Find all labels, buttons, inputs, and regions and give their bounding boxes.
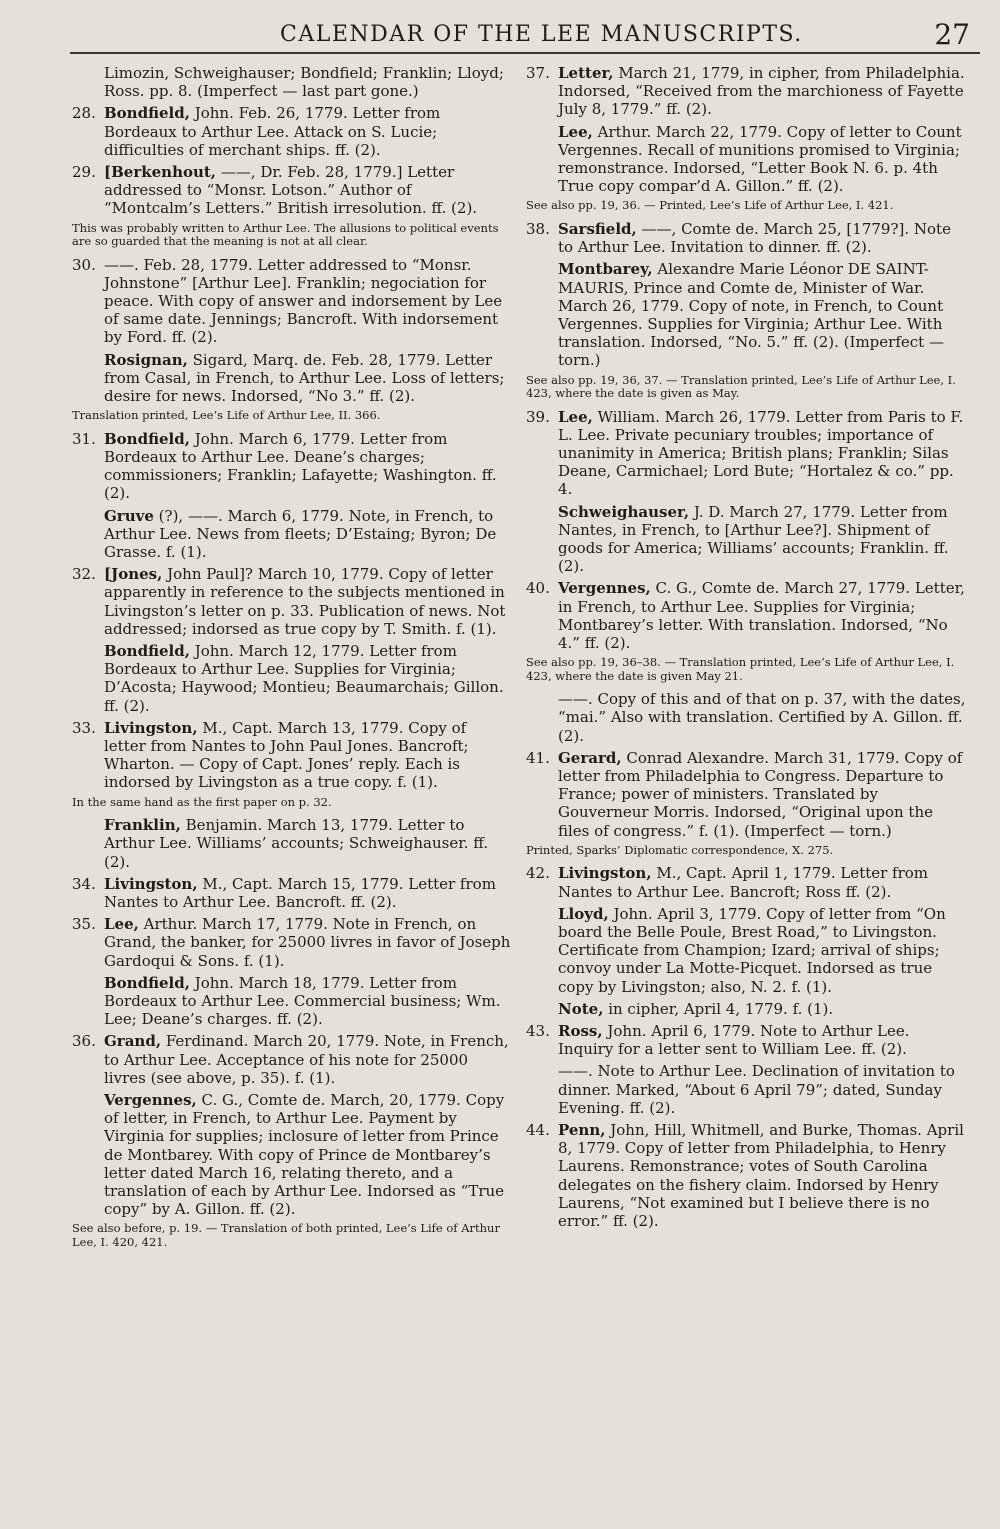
entry-text: William. March 26, 1779. Letter from Paris to F. L. Lee. Private pecuniary troubles; importance of unanimity in America; British plans; Franklin; Silas Deane, Carmichael; Lord Bute; “Hortalez & co.” pp. 4. [558,407,964,499]
entry-text: in cipher, April 4, 1779. f. (1). [608,999,834,1018]
entry-text: (?), ——. March 6, 1779. Note, in French, to Arthur Lee. News from fleets; D’Estaing; Byron; De Grasse. f. (1). [104,506,497,561]
calendar-entry [526,690,966,745]
calendar-entry [72,974,512,1029]
entry-text: ——, Dr. Feb. 28, 1779.] Letter addressed to “Monsr. Lotson.” Author of “Montcalm’s Letters.” British irresolution. ff. (2). [104,163,478,218]
entry-heading: Gruve [104,506,154,525]
calendar-entry [72,816,512,871]
entry-text: John. Feb. 26, 1779. Letter from Bordeaux to Arthur Lee. Attack on S. Lucie; difficulties of merchant ships. ff. (2). [104,104,441,159]
entry-heading: Livingston, [104,718,198,737]
calendar-entry [526,1121,966,1230]
entry-number: 41. [526,748,550,767]
entry-note: See also pp. 19, 36–38. — Translation printed, Lee’s Life of Arthur Lee, I. 423, where the date is given May 21. [526,655,955,683]
entry-note: In the same hand as the first paper on p. 32. [72,794,332,809]
entry-text: C. G., Comte de. March 27, 1779. Letter, in French, to Arthur Lee. Supplies for Virginia; Montbarey’s letter. With translation. Indorsed, “No 4.” ff. (2). [558,579,965,652]
calendar-entry [72,507,512,562]
entry-number: 39. [526,407,550,426]
entry-text: John. March 6, 1779. Letter from Bordeaux to Arthur Lee. Deane’s charges; commissioners; Franklin; Lafayette; Washington. ff. (2). [104,429,497,503]
entry-note: Translation printed, Lee’s Life of Arthur Lee, II. 366. [72,408,381,423]
entry-text: ——. Copy of this and of that on p. 37, with the dates, “mai.” Also with translation. Certified by A. Gillon. ff. (2). [558,690,966,745]
calendar-entry [72,64,512,100]
entry-note: Printed, Sparks’ Diplomatic correspondence, X. 275. [526,842,834,857]
entry-text: John. March 12, 1779. Letter from Bordeaux to Arthur Lee. Supplies for Virginia; D’Acosta; Haywood; Montieu; Beaumarchais; Gillon. ff. (2). [104,641,504,715]
entry-text: ——, Comte de. March 25, [1779?]. Note to Arthur Lee. Invitation to dinner. ff. (2). [558,219,951,257]
calendar-entry [72,875,512,911]
entry-heading: Note, [558,999,604,1018]
entry-text: Sigard, Marq. de. Feb. 28, 1779. Letter from Casal, in French, to Arthur Lee. Loss of letters; desire for news. Indorsed, “No 3.” ff. (2). [104,350,505,406]
entry-heading: Lee, [558,407,593,426]
calendar-entry [526,1000,966,1018]
page-number: 27 [934,18,970,51]
entry-heading: Ross, [558,1021,603,1040]
entry-number: 29. [72,163,96,182]
entry-note: See also before, p. 19. — Translation of both printed, Lee’s Life of Arthur Lee, I. 420, 421. [72,1221,500,1249]
left-column [72,64,512,1256]
entry-text: John Paul]? March 10, 1779. Copy of letter apparently in reference to the subjects mentioned in Livingston’s letter on p. 33. Publication of news. Not addressed; indorsed as true copy by T. Smith. f. (1). [104,565,506,638]
calendar-entry [526,905,966,996]
entry-heading: Rosignan, [104,350,188,369]
entry-text: ——. Feb. 28, 1779. Letter addressed to “Monsr. Johnstone” [Arthur Lee]. Franklin; negociation for peace. With copy of answer and indorsement by Lee of same date. Jennings; Bancroft. With indorsement by Ford. ff. (2). [104,255,503,347]
calendar-entry [526,503,966,576]
entry-text: Limozin, Schweighauser; Bondfield; Franklin; Lloyd; Ross. pp. 8. (Imperfect — last part gone.) [104,64,504,101]
entry-heading: [Berkenhout, [104,163,217,182]
page-title: CALENDAR OF THE LEE MANUSCRIPTS. [280,22,803,47]
entry-number: 31. [72,429,96,448]
entry-number: 38. [526,219,550,238]
calendar-entry [526,864,966,900]
calendar-entry [526,64,966,119]
entry-text: Arthur. March 17, 1779. Note in French, on Grand, the banker, for 25000 livres in favor of Joseph Gardoqui & Sons. f. (1). [104,915,511,970]
calendar-entry [72,256,512,347]
running-header [70,18,980,54]
entry-heading: Lee, [104,915,139,934]
entry-heading: Bondfield, [104,429,190,448]
entry-heading: Lee, [558,122,593,141]
entry-heading: Schweighauser, [558,502,690,521]
calendar-entry [72,915,512,970]
calendar-entry [72,430,512,503]
entry-number: 28. [72,104,96,123]
entry-number: 32. [72,565,96,584]
entry-number: 37. [526,64,550,82]
calendar-entry [72,104,512,159]
entry-text: Conrad Alexandre. March 31, 1779. Copy of letter from Philadelphia to Congress. Departure to France; power of ministers. Translated by Gouverneur Morris. Indorsed, “Original upon the files of congress.” f. (1). (Imperfect — torn.) [558,748,963,840]
entry-heading: Letter, [558,64,614,82]
entry-text: M., Capt. March 13, 1779. Copy of letter from Nantes to John Paul Jones. Bancroft; Wharton. — Copy of Capt. Jones’ reply. Each is indorsed by Livingston as a true copy. f. (1). [104,718,469,792]
entry-number: 33. [72,718,96,737]
entry-text: ——. Note to Arthur Lee. Declination of invitation to dinner. Marked, “About 6 April 79”; dated, Sunday Evening. ff. (2). [558,1062,955,1117]
entry-text: John. April 6, 1779. Note to Arthur Lee. Inquiry for a letter sent to William Lee. ff. (2). [558,1021,910,1059]
calendar-entry [526,260,966,369]
entry-heading: Bondfield, [104,973,190,992]
entry-number: 43. [526,1021,550,1040]
calendar-entry [72,719,512,792]
entry-heading: Livingston, [104,874,198,893]
entry-text: C. G., Comte de. March, 20, 1779. Copy of letter, in French, to Arthur Lee. Payment by Virginia for supplies; inclosure of letter from Prince de Montbarey. With copy of Prince de Montbarey’s letter dated March 16, relating thereto, and a translation of each by Arthur Lee. Indorsed as “True copy” by A. Gillon. ff. (2). [104,1090,505,1219]
entry-text: Arthur. March 22, 1779. Copy of letter to Count Vergennes. Recall of munitions promised to Virginia; remonstrance. Indorsed, “Letter Book N. 6. p. 4th True copy compar’d A. Gillon.” ff. (2). [558,122,962,196]
calendar-entry [526,1022,966,1058]
entry-note: This was probably written to Arthur Lee. The allusions to political events are so guarded that the meaning is not at all clear. [72,220,499,249]
entry-number: 35. [72,915,96,934]
entry-text: John. March 18, 1779. Letter from Bordeaux to Arthur Lee. Commercial business; Wm. Lee; Deane’s charges. ff. (2). [104,973,501,1029]
entry-heading: Livingston, [558,864,652,883]
entry-number: 44. [526,1120,550,1139]
entry-heading: Bondfield, [104,641,190,660]
entry-note: See also pp. 19, 36. — Printed, Lee’s Life of Arthur Lee, I. 421. [526,198,894,213]
calendar-entry [526,408,966,499]
entry-text: M., Capt. April 1, 1779. Letter from Nantes to Arthur Lee. Bancroft; Ross ff. (2). [558,864,929,901]
entry-heading: Franklin, [104,816,181,835]
entry-heading: Vergennes, [558,579,651,598]
entry-text: Ferdinand. March 20, 1779. Note, in French, to Arthur Lee. Acceptance of his note for 25000 livres (see above, p. 35). f. (1). [104,1032,509,1087]
calendar-entry [526,1062,966,1117]
entry-text: J. D. March 27, 1779. Letter from Nantes, in French, to [Arthur Lee?]. Shipment of goods for America; Williams’ accounts; Franklin. ff. (2). [558,502,949,576]
entry-text: March 21, 1779, in cipher, from Philadelphia. Indorsed, “Received from the marchioness of Fayette July 8, 1779.” ff. (2). [558,64,965,119]
entry-text: John. April 3, 1779. Copy of letter from “On board the Belle Poule, Brest Road,” to Livingston. Certificate from Champion; Izard; arrival of ships; convoy under La Motte-Picquet. Indorsed as true copy by Livingston; also, N. 2. f. (1). [558,904,946,996]
calendar-entry [72,1091,512,1218]
calendar-entry [72,642,512,715]
calendar-entry [72,351,512,406]
entry-heading: Lloyd, [558,904,609,923]
calendar-entry [526,749,966,840]
entry-heading: Penn, [558,1120,606,1139]
calendar-entry [72,1032,512,1087]
entry-heading: Vergennes, [104,1090,197,1109]
calendar-entry [526,123,966,196]
entry-number: 30. [72,255,96,274]
entry-number: 36. [72,1032,96,1051]
entry-heading: [Jones, [104,565,163,584]
calendar-entry [526,579,966,652]
entry-number: 42. [526,864,550,883]
entry-heading: Bondfield, [104,104,190,123]
calendar-entry [72,163,512,218]
entry-heading: Sarsfield, [558,219,637,238]
entry-text: John, Hill, Whitmell, and Burke, Thomas. April 8, 1779. Copy of letter from Philadelphia, to Henry Laurens. Remonstrance; votes of South Carolina delegates on the fishery claim. Indorsed by Henry Laurens, “Not examined but I believe there is no error.” ff. (2). [558,1120,964,1230]
entry-heading: Montbarey, [558,260,653,279]
entry-text: Benjamin. March 13, 1779. Letter to Arthur Lee. Williams’ accounts; Schweighauser. ff. (2). [104,816,489,871]
entry-text: Alexandre Marie Léonor DE SAINT-MAURIS, Prince and Comte de, Minister of War. March 26, 1779. Copy of note, in French, to Count Vergennes. Supplies for Virginia; Arthur Lee. With translation. Indorsed, “No. 5.” ff. (2). (Imperfect — torn.) [558,260,944,370]
calendar-entry [526,220,966,256]
right-column [526,64,966,1234]
calendar-entry [72,565,512,638]
entry-text: M., Capt. March 15, 1779. Letter from Nantes to Arthur Lee. Bancroft. ff. (2). [104,874,496,911]
entry-number: 34. [72,874,96,893]
entry-note: See also pp. 19, 36, 37. — Translation printed, Lee’s Life of Arthur Lee, I. 423, where the date is given as May. [526,372,956,401]
entry-heading: Grand, [104,1032,162,1051]
entry-heading: Gerard, [558,748,622,767]
entry-number: 40. [526,579,550,598]
